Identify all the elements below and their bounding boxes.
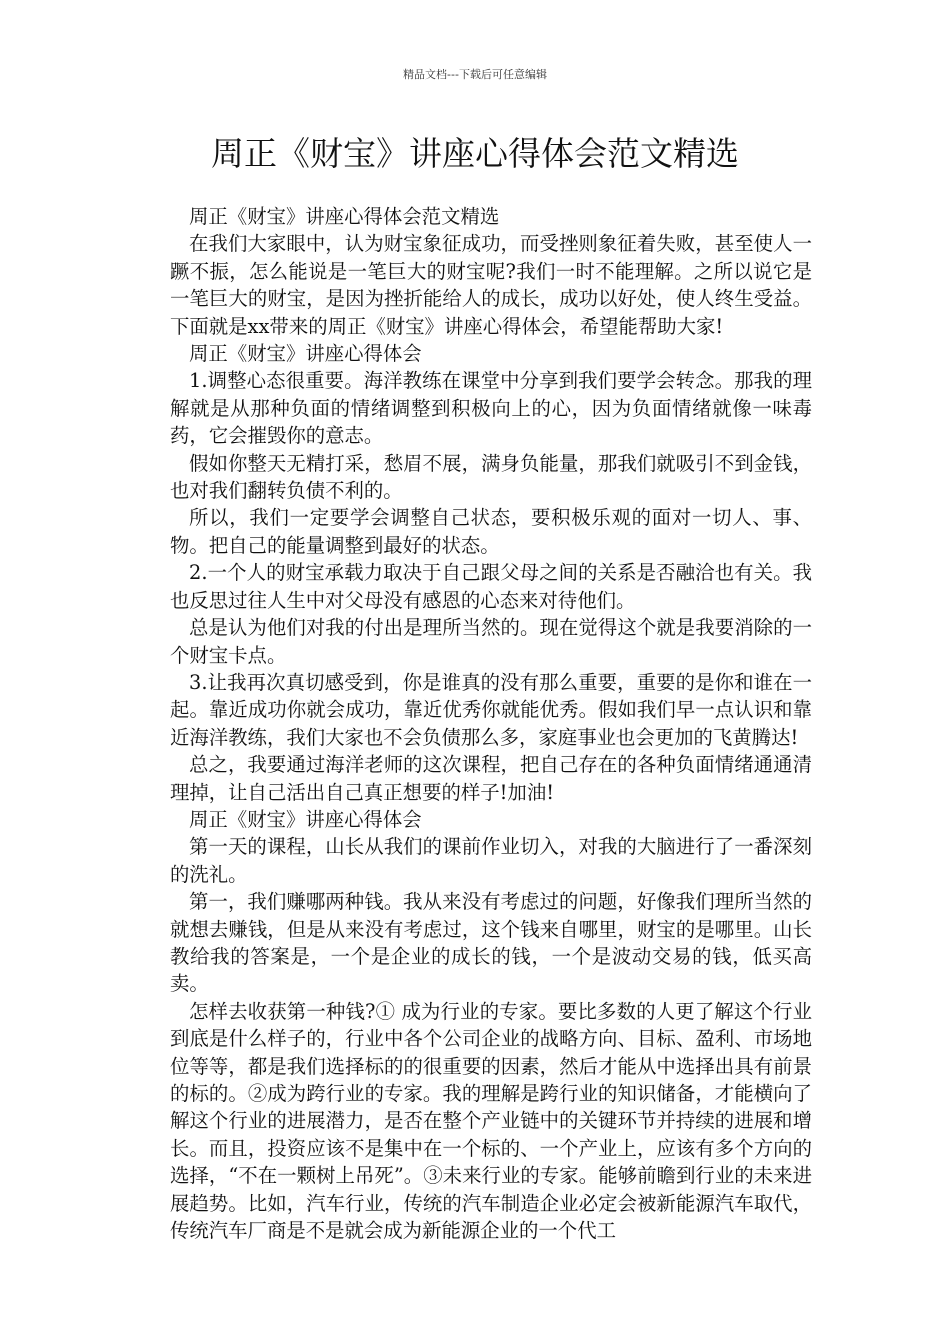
paragraph: 总是认为他们对我的付出是理所当然的。现在觉得这个就是我要消除的一个财宝卡点。 bbox=[170, 616, 812, 667]
document-title: 周正《财宝》讲座心得体会范文精选 bbox=[211, 134, 739, 173]
paragraph: 假如你整天无精打采，愁眉不展，满身负能量，那我们就吸引不到金钱，也对我们翻转负债不利的。 bbox=[170, 451, 812, 503]
paragraph: 第一，我们赚哪两种钱。我从来没有考虑过的问题，好像我们理所当然的就想去赚钱，但是从来没有考虑过，这个钱来自哪里，财宝的是哪里。山长教给我的答案是，一个是企业的成长的钱，一个是波动交易的钱，低买高卖。 bbox=[170, 890, 812, 996]
paragraph: 周正《财宝》讲座心得体会 bbox=[189, 342, 422, 366]
paragraph: 怎样去收获第一种钱?① 成为行业的专家。要比多数的人更了解这个行业到底是什么样子的，行业中各个公司企业的战略方向、目标、盈利、市场地位等等，都是我们选择标的的很重要的因素，然后才能从中选择出具有前景的标的。②成为跨行业的专家。我的理解是跨行业的知识储备，才能横向了解这个行业的进展潜力，是否在整个产业链中的关键环节并持续的进展和增长。而且，投资应该不是集中在一个标的、一个产业上，应该有多个方向的选择，“不在一颗树上吊死”。③未来行业的专家。能够前瞻到行业的未来进展趋势。比如，汽车行业，传统的汽车制造企业必定会被新能源汽车取代，传统汽车厂商是不是就会成为新能源企业的一个代工 bbox=[170, 999, 812, 1243]
paragraph: 2.一个人的财宝承载力取决于自己跟父母之间的关系是否融洽也有关。我也反思过往人生中对父母没有感恩的心态来对待他们。 bbox=[170, 561, 812, 612]
header-note: 精品文档---下载后可任意编辑 bbox=[403, 68, 547, 81]
paragraph: 总之，我要通过海洋老师的这次课程，把自己存在的各种负面情绪通通清理掉，让自己活出自己真正想要的样子!加油! bbox=[170, 753, 812, 804]
paragraph: 第一天的课程，山长从我们的课前作业切入，对我的大脑进行了一番深刻的洗礼。 bbox=[170, 835, 812, 886]
document-body bbox=[170, 203, 812, 1244]
paragraph: 1.调整心态很重要。海洋教练在课堂中分享到我们要学会转念。那我的理解就是从那种负面的情绪调整到积极向上的心，因为负面情绪就像一味毒药，它会摧毁你的意志。 bbox=[170, 369, 812, 448]
paragraph: 周正《财宝》讲座心得体会 bbox=[189, 807, 422, 831]
paragraph: 所以，我们一定要学会调整自己状态，要积极乐观的面对一切人、事、物。把自己的能量调整到最好的状态。 bbox=[170, 506, 812, 557]
paragraph: 3.让我再次真切感受到，你是谁真的没有那么重要，重要的是你和谁在一起。靠近成功你就会成功，靠近优秀你就能优秀。假如我们早一点认识和靠近海洋教练，我们大家也不会负债那么多，家庭事业也会更加的飞黄腾达! bbox=[170, 670, 812, 749]
paragraph: 周正《财宝》讲座心得体会范文精选 bbox=[189, 205, 500, 228]
paragraph: 在我们大家眼中，认为财宝象征成功，而受挫则象征着失败，甚至使人一蹶不振，怎么能说是一笔巨大的财宝呢?我们一时不能理解。之所以说它是一笔巨大的财宝，是因为挫折能给人的成长，成功以好处，使人终生受益。下面就是xx带来的周正《财宝》讲座心得体会，希望能帮助大家! bbox=[170, 232, 812, 338]
